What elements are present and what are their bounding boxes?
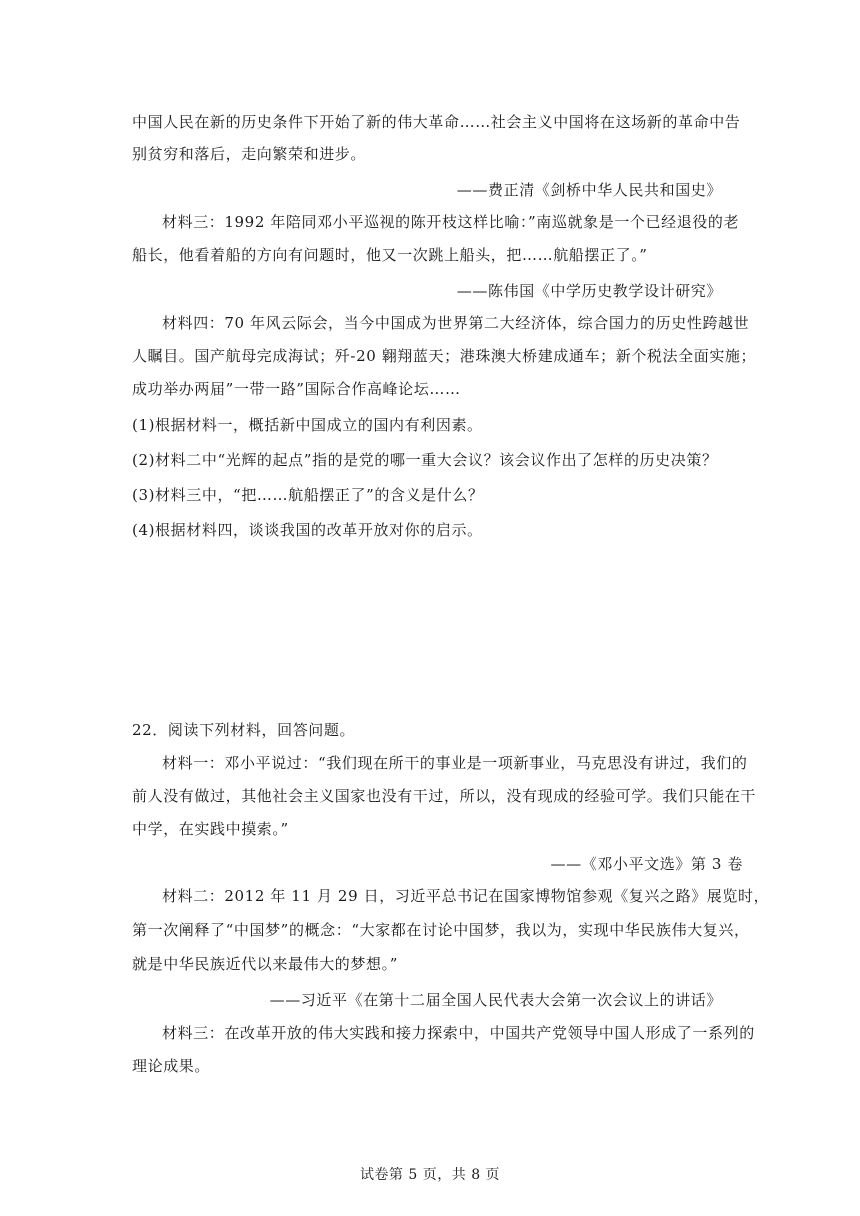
question-22-heading: 22．阅读下列材料，回答问题。 [132, 721, 356, 739]
material-four-line-1: 材料四：70 年风云际会，当今中国成为世界第二大经济体，综合国力的历史性跨越世 [162, 314, 750, 332]
material-four-line-3: 成功举办两届”一带一路”国际合作高峰论坛…… [132, 380, 461, 398]
question-1: (1)根据材料一，概括新中国成立的国内有利因素。 [132, 416, 483, 434]
q22-material-one-source: ——《邓小平文选》第 3 卷 [550, 855, 743, 873]
q22-material-two-line-1: 材料二：2012 年 11 月 29 日，习近平总书记在国家博物馆参观《复兴之路》展览时， [162, 887, 770, 905]
q22-material-two-line-2: 第一次阐释了“中国梦”的概念：“大家都在讨论中国梦，我以为，实现中华民族伟大复兴， [132, 921, 750, 939]
question-2: (2)材料二中“光辉的起点”指的是党的哪一重大会议？该会议作出了怎样的历史决策？ [132, 451, 718, 469]
intro-paragraph-line-1: 中国人民在新的历史条件下开始了新的伟大革命……社会主义中国将在这场新的革命中告 [132, 113, 741, 131]
q22-material-one-line-3: 中学，在实践中摸索。” [132, 820, 289, 838]
material-four-line-2: 人瞩目。国产航母完成海试；歼-20 翱翔蓝天；港珠澳大桥建成通车；新个税法全面实施； [132, 347, 757, 365]
question-3: (3)材料三中，“把……航船摆正了”的含义是什么？ [132, 486, 484, 504]
q22-material-three-line-1: 材料三：在改革开放的伟大实践和接力探索中，中国共产党领导中国人形成了一系列的 [162, 1024, 755, 1042]
q22-material-one-line-2: 前人没有做过，其他社会主义国家也没有干过，所以，没有现成的经验可学。我们只能在干 [132, 787, 757, 805]
intro-paragraph-line-2: 别贫穷和落后，走向繁荣和进步。 [132, 145, 367, 163]
material-three-line-1: 材料三：1992 年陪同邓小平巡视的陈开枝这样比喻：”南巡就象是一个已经退役的老 [162, 213, 740, 231]
page-footer: 试卷第 5 页，共 8 页 [359, 1167, 501, 1183]
q22-material-two-source: ——习近平《在第十二届全国人民代表大会第一次会议上的讲话》 [269, 991, 722, 1009]
question-4: (4)根据材料四，谈谈我国的改革开放对你的启示。 [132, 521, 483, 539]
q22-material-two-line-3: 就是中华民族近代以来最伟大的梦想。” [132, 955, 398, 973]
material-three-source: ——陈伟国《中学历史教学设计研究》 [456, 282, 722, 300]
q22-material-one-line-1: 材料一：邓小平说过：“我们现在所干的事业是一项新事业，马克思没有讲过，我们的 [162, 754, 748, 772]
q22-material-three-line-2: 理论成果。 [132, 1057, 211, 1075]
material-three-line-2: 船长，他看着船的方向有问题时，他又一次跳上船头，把……航船摆正了。” [132, 246, 648, 264]
intro-source: ——费正清《剑桥中华人民共和国史》 [456, 181, 722, 199]
